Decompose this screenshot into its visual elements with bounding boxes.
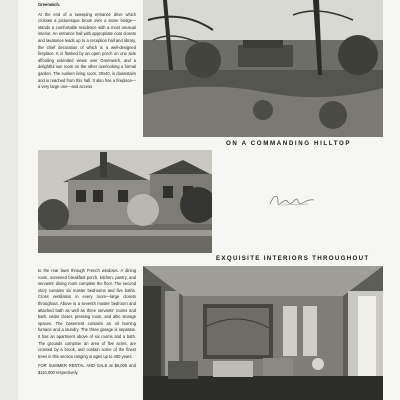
living-room-image xyxy=(143,266,383,400)
house-exterior-image xyxy=(38,150,212,253)
intro-text-column xyxy=(38,2,136,142)
hilltop-estate-photo xyxy=(143,0,383,137)
intro-paragraph: At the end of a sweeping entrance drive which crosses a picturesque brook over a stone bridge—stands a comfortable residence with a most unusual interior. An entrance hall with appropriate coat closets and lavatories leads up to a reception hall and library, the chief decoration of which is a well-designed fireplace. It is flanked by an open porch on one side affording extended views over Greenwich, and a delightful sun room on the other overlooking a formal garden. The sunken living room, 20x40, is downstairs and is reached from this hall. It also has a fireplace—a very large one—and access xyxy=(38,11,136,90)
living-room-photo xyxy=(143,266,383,400)
handwritten-signature xyxy=(268,192,316,208)
house-exterior-photo xyxy=(38,150,212,253)
location-line: Greenwich. xyxy=(38,2,61,7)
page-margin-strip xyxy=(0,0,19,400)
details-text-column xyxy=(38,268,136,400)
continuation-paragraph: to the rear lawn through French windows. A dining room, screened breakfast porch, kitchen, pantry, and servants' dining room complete the floor. The second story contains six master bedrooms and five baths. Cross ventilation in every room—large closets throughout. Above is a seventh master bedroom and attached bath as well as three servants' rooms and bath, cedar closet, pressing room, and attic storage spaces. The basement contains an oil burning furnace and a laundry. The three garage is separate. It has an apartment above of six rooms and a bath. The grounds comprise an area of five acres, are crossed by a brook, and contain some of the finest trees in this section ranging in ages up to 400 years. xyxy=(38,268,136,359)
hilltop-estate-image xyxy=(143,0,383,137)
hilltop-headline: ON A COMMANDING HILLTOP xyxy=(226,140,352,147)
pricing-paragraph: FOR SUMMER RENTAL AND SALE at $6,000 and $110,000 respectively. xyxy=(38,363,136,375)
interiors-headline: EXQUISITE INTERIORS THROUGHOUT xyxy=(216,255,370,262)
